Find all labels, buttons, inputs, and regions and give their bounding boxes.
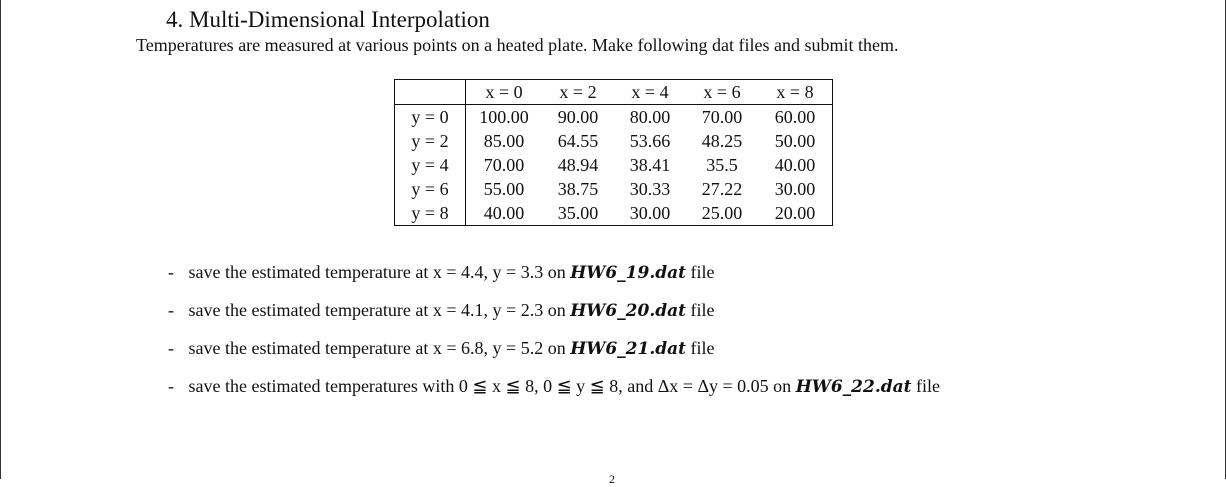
table-cell: 40.00 <box>774 155 816 175</box>
table-cell: 38.41 <box>629 155 671 175</box>
table-cell: 30.00 <box>774 179 816 199</box>
table-cell: 48.94 <box>557 155 599 175</box>
table-cell: 40.00 <box>483 203 525 223</box>
table-row <box>395 177 833 201</box>
table-cell: 25.00 <box>701 203 743 223</box>
table-cell: 35.5 <box>706 155 738 175</box>
column-header: x = 4 <box>614 80 686 105</box>
table-corner-cell <box>395 80 466 105</box>
table-cell: 70.00 <box>701 107 743 127</box>
task-dash: - <box>168 262 174 282</box>
task-text: save the estimated temperatures with 0 ≦ x ≦ 8, 0 ≦ y ≦ 8, and Δx = Δy = 0.05 on <box>188 376 792 396</box>
task-dash: - <box>168 300 174 320</box>
task-item <box>168 262 715 283</box>
table-cell: 20.00 <box>774 203 816 223</box>
task-filename: HW6_20.dat <box>570 301 687 321</box>
section-title: 4. Multi-Dimensional Interpolation <box>166 7 490 32</box>
task-filename: HW6_21.dat <box>570 339 687 359</box>
table-cell: 64.55 <box>557 131 599 151</box>
table-cell: 48.25 <box>701 131 743 151</box>
task-suffix: file <box>690 262 715 282</box>
task-item <box>168 338 715 359</box>
table-row <box>395 129 833 153</box>
table-cell: 55.00 <box>483 179 525 199</box>
page-frame-left <box>0 0 1 479</box>
row-header: y = 0 <box>395 105 466 130</box>
column-header: x = 2 <box>542 80 614 105</box>
table-cell: 50.00 <box>774 131 816 151</box>
table-cell: 90.00 <box>557 107 599 127</box>
row-header: y = 2 <box>395 129 466 153</box>
table-row <box>395 105 833 130</box>
table-row <box>395 153 833 177</box>
task-item <box>168 300 715 321</box>
task-dash: - <box>168 376 174 396</box>
table-row <box>395 201 833 226</box>
section-intro: Temperatures are measured at various points on a heated plate. Make following dat files and submit them. <box>136 35 899 55</box>
task-suffix: file <box>690 338 715 358</box>
column-header: x = 0 <box>466 80 543 105</box>
task-suffix: file <box>690 300 715 320</box>
task-dash: - <box>168 338 174 358</box>
table-cell: 30.33 <box>629 179 671 199</box>
table-cell: 30.00 <box>629 203 671 223</box>
table-cell: 27.22 <box>701 179 743 199</box>
table-header-row <box>395 80 833 105</box>
row-header: y = 6 <box>395 177 466 201</box>
temperature-table <box>394 79 833 226</box>
task-filename: HW6_19.dat <box>570 263 687 283</box>
task-text: save the estimated temperature at x = 4.1, y = 2.3 on <box>188 300 566 320</box>
table-cell: 85.00 <box>483 131 525 151</box>
row-header: y = 4 <box>395 153 466 177</box>
task-text: save the estimated temperature at x = 6.8, y = 5.2 on <box>188 338 566 358</box>
table-cell: 38.75 <box>557 179 599 199</box>
table-cell: 35.00 <box>557 203 599 223</box>
table-cell: 100.00 <box>479 107 529 127</box>
table-cell: 60.00 <box>774 107 816 127</box>
row-header: y = 8 <box>395 201 466 226</box>
page-number: 2 <box>609 472 615 486</box>
column-header: x = 6 <box>686 80 758 105</box>
table-cell: 70.00 <box>483 155 525 175</box>
table-cell: 53.66 <box>629 131 671 151</box>
task-suffix: file <box>916 376 940 396</box>
task-text: save the estimated temperature at x = 4.4, y = 3.3 on <box>188 262 566 282</box>
table-cell: 80.00 <box>629 107 671 127</box>
column-header: x = 8 <box>758 80 833 105</box>
task-filename: HW6_22.dat <box>795 377 912 397</box>
task-item <box>168 376 940 397</box>
